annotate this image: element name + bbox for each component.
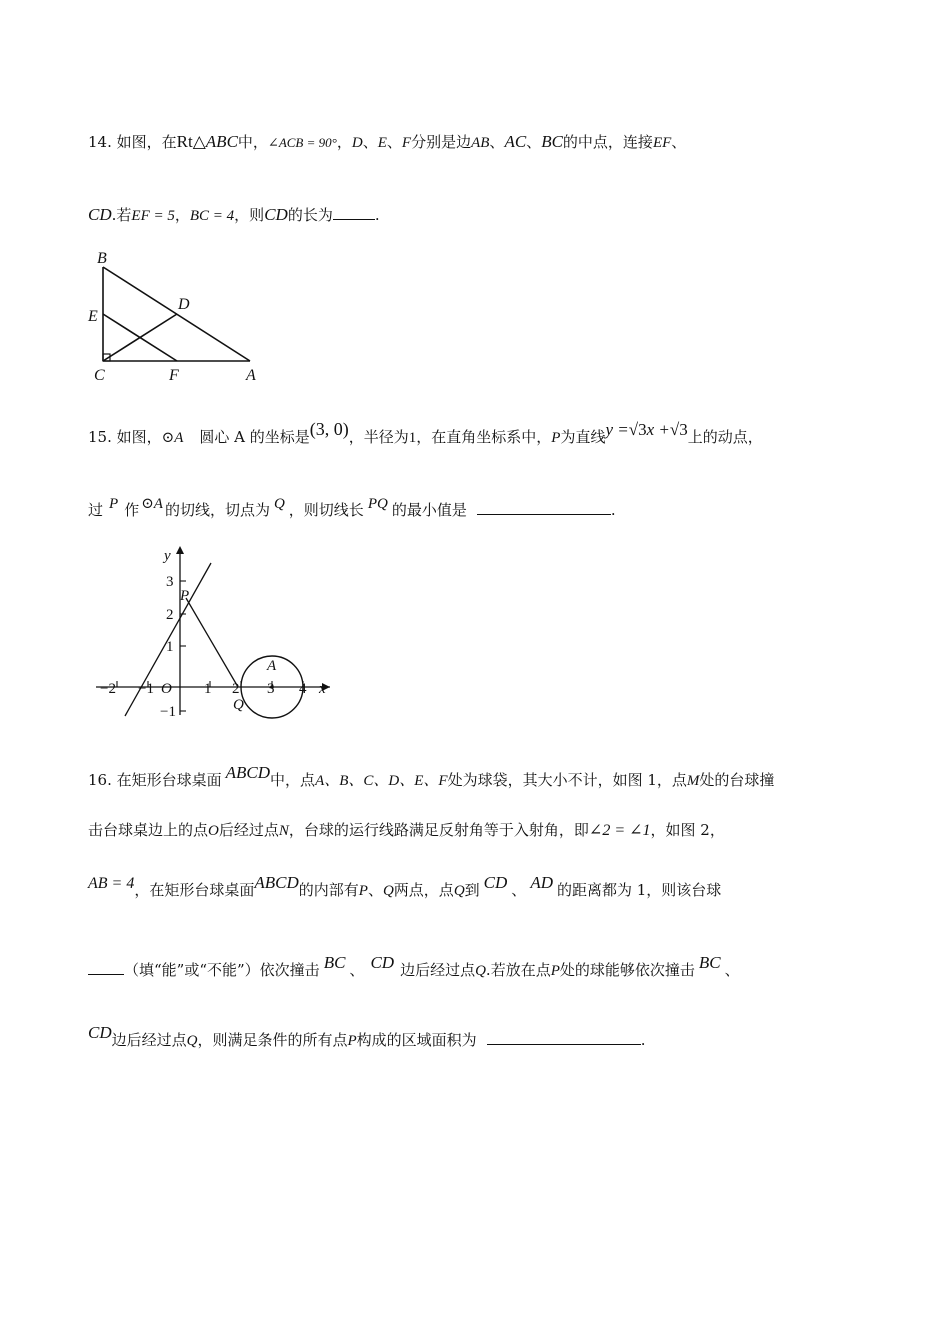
label-f: F xyxy=(169,367,179,384)
answer-blank-15[interactable] xyxy=(477,500,611,515)
q16-number: 16. xyxy=(88,771,112,789)
y-tick-label: 1 xyxy=(166,639,174,655)
answer-blank-16b[interactable] xyxy=(487,1030,641,1045)
q14-number: 14. xyxy=(88,133,112,151)
label-p: P xyxy=(180,588,190,604)
q16-line-5: CD边后经过点Q，则满足条件的所有点P构成的区域面积为 . xyxy=(88,1023,646,1049)
y-tick-label: −1 xyxy=(160,704,176,720)
x-tick-label: −1 xyxy=(138,681,154,697)
label-o: O xyxy=(161,681,172,697)
label-e: E xyxy=(88,308,98,325)
y-tick-label: 2 xyxy=(166,607,174,623)
label-c: C xyxy=(94,367,105,384)
y-tick-label: 3 xyxy=(166,574,174,590)
label-a: A xyxy=(246,367,256,384)
x-tick-label: −2 xyxy=(100,681,116,697)
answer-blank-16a[interactable] xyxy=(88,960,124,975)
q15-line-1: 15. 如图，⊙A 圆心 A 的坐标是(3, 0)，半径为1，在直角坐标系中，P为直线y =√3x +√3上的动点， xyxy=(88,419,763,446)
q15-number: 15. xyxy=(88,428,112,446)
q14-triangle-figure xyxy=(84,246,264,386)
answer-blank-14[interactable] xyxy=(333,205,375,220)
q16-line-1: 16. 在矩形台球桌面 ABCD中，点A、B、C、D、E、F处为球袋，其大小不计，如图 1，点M处的台球撞 xyxy=(88,763,775,789)
label-b: B xyxy=(97,250,107,267)
q15-line-2: 过 P 作 ⊙A 的切线，切点为 Q ，则切线长 PQ 的最小值是 . xyxy=(88,496,616,519)
q14-line-2: CD.若EF = 5，BC = 4，则CD的长为 . xyxy=(88,205,380,224)
x-tick-label: 1 xyxy=(204,681,212,697)
q16-line-2: 击台球桌边上的点O后经过点N，台球的运行线路满足反射角等于入射角，即∠2 = ∠1，如图 2， xyxy=(88,821,725,839)
x-tick-label: 4 xyxy=(299,681,307,697)
q16-line-4: （填“能”或“不能”）依次撞击 BC 、 CD 边后经过点Q.若放在点P处的球能够依次撞击 BC 、 xyxy=(88,960,740,981)
label-q: Q xyxy=(233,697,244,713)
q15-coordinate-figure xyxy=(90,540,340,720)
x-tick-label: 2 xyxy=(232,681,240,697)
q14-line-1: 14. 如图，在Rt△ABC中，∠ACB = 90°，D、E、F分别是边AB、AC、BC的中点，连接EF、 xyxy=(88,132,687,152)
label-a: A xyxy=(267,658,277,674)
y-axis-arrow xyxy=(176,546,184,554)
x-tick-label: 3 xyxy=(267,681,275,697)
tangent-segment-pq xyxy=(186,598,238,687)
label-x: x xyxy=(319,681,326,697)
q16-line-3: AB = 4，在矩形台球桌面ABCD的内部有P、Q两点，点Q到 CD 、 AD 的距离都为 1，则该台球 xyxy=(88,873,722,899)
label-y: y xyxy=(164,548,171,564)
label-d: D xyxy=(178,296,190,313)
